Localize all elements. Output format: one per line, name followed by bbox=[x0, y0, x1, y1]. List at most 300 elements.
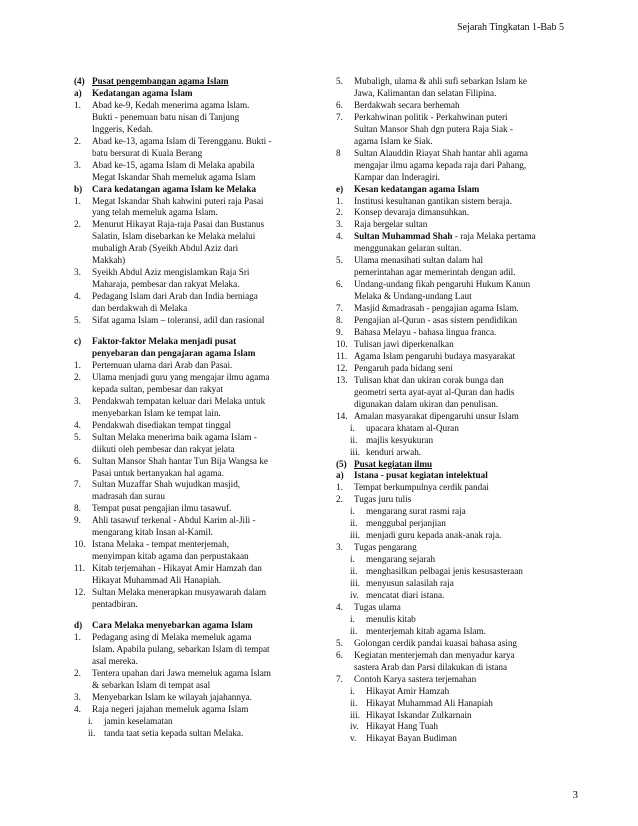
line-text: menggunakan gelaran sultan. bbox=[354, 243, 462, 254]
line-text: madrasah dan surau bbox=[92, 491, 165, 502]
list-item bbox=[74, 444, 306, 456]
line-text: Hikayat Iskandar Zulkarnain bbox=[366, 709, 472, 720]
list-marker: (4) bbox=[74, 76, 85, 86]
line-text: Inggeris, Kedah. bbox=[92, 123, 153, 134]
list-item bbox=[336, 100, 565, 112]
list-item bbox=[74, 503, 306, 515]
line-text: geometri serta ayat-ayat al-Quran dan hadis bbox=[354, 386, 515, 397]
line-text: Tulisan khat dan ukiran corak bunga dan bbox=[354, 374, 504, 385]
line-text: Pedagang Islam dari Arab dan India berniaga bbox=[92, 291, 258, 302]
list-marker: 1. bbox=[74, 195, 81, 206]
line-text: Pengajian al-Quran - asas sistem pendidikan bbox=[354, 315, 518, 326]
list-marker: 1. bbox=[74, 631, 81, 642]
list-item bbox=[74, 148, 306, 160]
line-text: menterjemah kitab agama Islam. bbox=[366, 625, 486, 636]
list-marker: iv. bbox=[350, 721, 359, 732]
list-marker: i. bbox=[350, 685, 355, 696]
list-item bbox=[336, 231, 565, 243]
line-text: Kitab terjemahan - Hikayat Amir Hamzah dan bbox=[92, 563, 262, 574]
list-marker: a) bbox=[74, 87, 82, 98]
line-text: Masjid &madrasah - pengajian agama Islam. bbox=[354, 303, 519, 314]
list-marker: 1. bbox=[74, 359, 81, 370]
line-text: Pendakwah disediakan tempat tinggal bbox=[92, 419, 232, 430]
list-item bbox=[336, 172, 565, 184]
list-item bbox=[74, 100, 306, 112]
list-item bbox=[336, 686, 565, 698]
line-text: Raja negeri jajahan memeluk agama Islam bbox=[92, 703, 249, 714]
section-heading bbox=[74, 88, 306, 100]
line-text: Hikayat Muhammad Ali Hanapiah bbox=[366, 697, 493, 708]
list-marker: 10. bbox=[74, 539, 86, 550]
list-marker: 2. bbox=[74, 219, 81, 230]
line-text: menjadi guru kepada anak-anak raja. bbox=[366, 530, 502, 541]
line-text: Ulama menjadi guru yang mengajar ilmu agama bbox=[92, 371, 270, 382]
list-marker: 8. bbox=[74, 503, 81, 514]
list-marker: 1. bbox=[74, 99, 81, 110]
list-marker: 4. bbox=[336, 601, 343, 612]
list-item bbox=[74, 396, 306, 408]
list-item bbox=[74, 575, 306, 587]
line-text: Hikayat Hang Tuah bbox=[366, 721, 438, 732]
line-text: Mubaligh, ulama & ahli sufi sebarkan Islam ke bbox=[354, 76, 527, 86]
line-text: kenduri arwah. bbox=[366, 446, 422, 457]
list-marker: v. bbox=[350, 733, 357, 744]
line-text: Hikayat Muhammad Ali Hanapiah. bbox=[92, 575, 222, 586]
line-text: mengajar ilmu agama kepada raja dari Pahang, bbox=[354, 159, 527, 170]
list-marker: i. bbox=[350, 422, 355, 433]
list-item bbox=[336, 291, 565, 303]
line-text: penyebaran dan pengajaran agama Islam bbox=[92, 347, 256, 358]
list-marker: i. bbox=[88, 715, 93, 726]
list-marker: 4. bbox=[74, 419, 81, 430]
line-text: majlis kesyukuran bbox=[366, 434, 434, 445]
list-item bbox=[336, 112, 565, 124]
list-item bbox=[336, 88, 565, 100]
list-item bbox=[336, 315, 565, 327]
line-text: Pedagang asing di Melaka memeluk agama bbox=[92, 631, 252, 642]
line-text: Sultan Muzaffar Shah wujudkan masjid, bbox=[92, 479, 241, 490]
list-marker: 3. bbox=[74, 395, 81, 406]
line-text: Pengaruh pada bidang seni bbox=[354, 362, 453, 373]
line-text: Sultan Muhammad Shah - raja Melaka pertama bbox=[354, 231, 536, 242]
line-text: Pendakwah tempatan keluar dari Melaka untuk bbox=[92, 395, 266, 406]
list-marker: 5. bbox=[74, 315, 81, 326]
line-text: Megat Iskandar Shah kahwini puteri raja Pasai bbox=[92, 195, 264, 206]
section-heading bbox=[336, 184, 565, 196]
list-item bbox=[74, 527, 306, 539]
list-marker: 5. bbox=[336, 637, 343, 648]
list-item bbox=[336, 494, 565, 506]
line-text: Golongan cerdik pandai kuasai bahasa asing bbox=[354, 637, 518, 648]
list-item bbox=[336, 207, 565, 219]
section-heading bbox=[336, 470, 565, 482]
list-marker: 2. bbox=[336, 494, 343, 505]
list-item bbox=[74, 219, 306, 231]
list-item bbox=[336, 327, 565, 339]
list-marker: (5) bbox=[336, 458, 347, 469]
line-text: Abad ke-9, Kedah menerima agama Islam. bbox=[92, 99, 250, 110]
line-text: Makkah) bbox=[92, 255, 126, 266]
line-text: Sultan Mansor Shah dgn putera Raja Siak - bbox=[354, 123, 513, 134]
line-text: Faktor-faktor Melaka menjadi pusat bbox=[92, 336, 237, 347]
list-item bbox=[336, 650, 565, 662]
list-marker: 7. bbox=[336, 111, 343, 122]
list-item bbox=[74, 539, 306, 551]
list-marker: iii. bbox=[350, 530, 360, 541]
list-marker: 12. bbox=[336, 362, 348, 373]
list-marker: ii. bbox=[350, 625, 358, 636]
list-item bbox=[74, 360, 306, 372]
line-text: Menurut Hikayat Raja-raja Pasai dan Bustanus bbox=[92, 219, 265, 230]
list-item bbox=[336, 530, 565, 542]
list-item bbox=[74, 491, 306, 503]
line-text: Maharaja, pembesar dan rakyat Melaka. bbox=[92, 279, 240, 290]
list-item bbox=[74, 267, 306, 279]
line-text: Bukti - penemuan batu nisan di Tanjung bbox=[92, 111, 240, 122]
list-item bbox=[336, 399, 565, 411]
list-item bbox=[336, 638, 565, 650]
list-item bbox=[74, 728, 306, 740]
line-text: Cara Melaka menyebarkan agama Islam bbox=[92, 619, 253, 630]
line-text: Tulisan jawi diperkenalkan bbox=[354, 338, 454, 349]
line-text: Istana Melaka - tempat menterjemah, bbox=[92, 539, 229, 550]
list-item bbox=[336, 733, 565, 745]
list-item bbox=[336, 136, 565, 148]
section-heading bbox=[74, 620, 306, 632]
list-marker: 3. bbox=[74, 267, 81, 278]
line-text: Konsep devaraja dimansuhkan. bbox=[354, 207, 470, 218]
line-text: Amalan masyarakat dipengaruhi unsur Islam bbox=[354, 410, 519, 421]
section-heading bbox=[74, 336, 306, 348]
section-heading bbox=[336, 459, 565, 471]
list-marker: iii. bbox=[350, 578, 360, 589]
list-marker: c) bbox=[74, 336, 82, 347]
list-marker: e) bbox=[336, 183, 344, 194]
list-marker: 7. bbox=[74, 479, 81, 490]
list-item bbox=[336, 196, 565, 208]
list-item bbox=[336, 698, 565, 710]
list-item bbox=[336, 447, 565, 459]
line-text: kepada sultan, pembesar dan rakyat bbox=[92, 383, 223, 394]
line-text: menggubal perjanjian bbox=[366, 518, 446, 529]
list-marker: 6. bbox=[336, 279, 343, 290]
list-item bbox=[336, 566, 565, 578]
list-marker: iv. bbox=[350, 589, 359, 600]
list-item bbox=[74, 656, 306, 668]
list-item bbox=[336, 363, 565, 375]
line-text: mubaligh Arab (Syeikh Abdul Aziz dari bbox=[92, 243, 239, 254]
list-marker: 12. bbox=[74, 587, 86, 598]
list-marker: a) bbox=[336, 470, 344, 481]
line-text: Istana - pusat kegiatan intelektual bbox=[354, 470, 488, 481]
line-text: mengarang sejarah bbox=[366, 554, 436, 565]
list-item bbox=[74, 291, 306, 303]
list-marker: i. bbox=[350, 613, 355, 624]
list-item bbox=[74, 279, 306, 291]
list-marker: 11. bbox=[336, 350, 348, 361]
list-item bbox=[74, 196, 306, 208]
list-item bbox=[336, 542, 565, 554]
line-text: Pusat kegiatan ilmu bbox=[354, 458, 433, 469]
list-item bbox=[74, 599, 306, 611]
list-item bbox=[74, 716, 306, 728]
list-marker: ii. bbox=[350, 518, 358, 529]
list-item bbox=[74, 692, 306, 704]
list-marker: 3. bbox=[336, 542, 343, 553]
list-item bbox=[74, 315, 306, 327]
line-text: menyimpan kitab agama dan perpustakaan bbox=[92, 551, 249, 562]
line-text: Kedatangan agama Islam bbox=[92, 87, 193, 98]
list-marker: 7. bbox=[336, 303, 343, 314]
list-item bbox=[74, 704, 306, 716]
list-marker: 2. bbox=[74, 371, 81, 382]
list-item bbox=[74, 372, 306, 384]
line-text: Berdakwah secara berhemah bbox=[354, 99, 460, 110]
list-item bbox=[74, 479, 306, 491]
list-item bbox=[74, 587, 306, 599]
line-text: Hikayat Amir Hamzah bbox=[366, 685, 450, 696]
list-item bbox=[336, 710, 565, 722]
list-marker: 2. bbox=[74, 667, 81, 678]
list-marker: 10. bbox=[336, 338, 348, 349]
list-item bbox=[74, 136, 306, 148]
line-text: upacara khatam al-Quran bbox=[366, 422, 459, 433]
list-marker: 1. bbox=[336, 482, 343, 493]
line-text: mengarang kitab Insan al-Kamil. bbox=[92, 527, 213, 538]
line-text: menghasilkan pelbagai jenis kesusasteraan bbox=[366, 566, 523, 577]
list-item bbox=[74, 231, 306, 243]
line-text: Institusi kesultanan gantikan sistem beraja. bbox=[354, 195, 512, 206]
list-marker: 9. bbox=[74, 515, 81, 526]
list-item bbox=[336, 148, 565, 160]
line-text: yang telah memeluk agama Islam. bbox=[92, 207, 218, 218]
list-item bbox=[74, 680, 306, 692]
list-marker: b) bbox=[74, 183, 83, 194]
list-item bbox=[74, 644, 306, 656]
list-marker: 7. bbox=[336, 673, 343, 684]
line-text: pentadbiran. bbox=[92, 598, 138, 609]
list-marker: ii. bbox=[88, 727, 96, 738]
list-item bbox=[74, 255, 306, 267]
list-marker: 5. bbox=[336, 76, 343, 86]
line-text: Pasai untuk bertanyakan hal agama. bbox=[92, 467, 224, 478]
list-item bbox=[74, 172, 306, 184]
section-heading bbox=[74, 184, 306, 196]
line-text: dan berdakwah di Melaka bbox=[92, 303, 188, 314]
list-marker: 14. bbox=[336, 410, 348, 421]
list-marker: 4. bbox=[74, 703, 81, 714]
list-marker: 3. bbox=[74, 159, 81, 170]
list-item bbox=[74, 563, 306, 575]
line-text: Ahli tasawuf terkenal - Abdul Karim al-Jili - bbox=[92, 515, 256, 526]
list-marker: 13. bbox=[336, 374, 348, 385]
list-marker: 2. bbox=[74, 135, 81, 146]
right-column bbox=[336, 76, 565, 745]
line-text: menulis kitab bbox=[366, 613, 416, 624]
line-text: menyusun salasilah raja bbox=[366, 578, 454, 589]
list-item bbox=[74, 207, 306, 219]
line-text: Contoh Karya sastera terjemahan bbox=[354, 673, 477, 684]
list-item bbox=[336, 411, 565, 423]
list-marker: 8. bbox=[336, 315, 343, 326]
line-text: Agama Islam pengaruhi budaya masyarakat bbox=[354, 350, 516, 361]
line-text: Sultan Melaka menerima baik agama Islam - bbox=[92, 431, 257, 442]
line-text: & sebarkan Islam di tempat asal bbox=[92, 679, 211, 690]
list-item bbox=[336, 662, 565, 674]
list-marker: d) bbox=[74, 619, 83, 630]
line-text: pemerintahan agar memerintah dengan adil. bbox=[354, 267, 516, 278]
list-marker: 8 bbox=[336, 147, 341, 158]
list-marker: i. bbox=[350, 506, 355, 517]
list-marker: 1. bbox=[336, 195, 343, 206]
list-item bbox=[336, 267, 565, 279]
list-item bbox=[336, 626, 565, 638]
list-item bbox=[336, 219, 565, 231]
line-text: Menyebarkan Islam ke wilayah jajahannya. bbox=[92, 691, 252, 702]
list-item bbox=[74, 632, 306, 644]
line-text: Tentera upahan dari Jawa memeluk agama Islam bbox=[92, 667, 271, 678]
list-marker: 6. bbox=[336, 99, 343, 110]
list-item bbox=[336, 160, 565, 172]
line-text: menyebarkan Islam ke tempat lain. bbox=[92, 407, 221, 418]
list-item bbox=[336, 518, 565, 530]
line-text: Islam. Apabila pulang, sebarkan Islam di tempat bbox=[92, 643, 270, 654]
list-item bbox=[336, 506, 565, 518]
list-item bbox=[74, 124, 306, 136]
line-text: Sultan Alauddin Riayat Shah hantar ahli agama bbox=[354, 147, 529, 158]
list-item bbox=[74, 432, 306, 444]
line-text: Perkahwinan politik - Perkahwinan puteri bbox=[354, 111, 508, 122]
line-text: asal mereka. bbox=[92, 655, 138, 666]
line-text: diikuti oleh pembesar dan rakyat jelata bbox=[92, 443, 235, 454]
line-text: Hikayat Bayan Budiman bbox=[366, 733, 457, 744]
list-item bbox=[74, 160, 306, 172]
line-text: Tempat pusat pengajian ilmu tasawuf. bbox=[92, 503, 232, 514]
list-marker: 4. bbox=[74, 291, 81, 302]
line-text: Kegiatan menterjemah dan menyadur karya bbox=[354, 649, 515, 660]
list-item bbox=[336, 578, 565, 590]
list-item bbox=[336, 124, 565, 136]
list-item bbox=[74, 112, 306, 124]
line-text: Jawa, Kalimantan dan selatan Filipina. bbox=[354, 87, 497, 98]
list-marker: 11. bbox=[74, 563, 86, 574]
list-item bbox=[336, 76, 565, 88]
list-item bbox=[336, 423, 565, 435]
line-text: Kampar dan Inderagiri. bbox=[354, 171, 440, 182]
list-item bbox=[336, 303, 565, 315]
list-marker: iii. bbox=[350, 709, 360, 720]
list-marker: 3. bbox=[336, 219, 343, 230]
list-marker: 5. bbox=[336, 255, 343, 266]
line-text: mencatat diari istana. bbox=[366, 589, 445, 600]
list-item bbox=[74, 551, 306, 563]
list-marker: ii. bbox=[350, 697, 358, 708]
line-text: Ulama menasihati sultan dalam hal bbox=[354, 255, 484, 266]
list-item bbox=[336, 482, 565, 494]
line-text: mengarang surat rasmi raja bbox=[366, 506, 466, 517]
line-text: Melaka & Undang-undang Laut bbox=[354, 291, 472, 302]
list-item bbox=[74, 243, 306, 255]
list-item bbox=[336, 674, 565, 686]
list-item bbox=[336, 351, 565, 363]
list-item bbox=[336, 602, 565, 614]
line-text: batu bersurat di Kuala Berang bbox=[92, 147, 203, 158]
list-item bbox=[74, 668, 306, 680]
line-text: Sultan Mansor Shah hantar Tun Bija Wangsa ke bbox=[92, 455, 268, 466]
left-column bbox=[74, 76, 306, 739]
list-marker: ii. bbox=[350, 566, 358, 577]
list-item bbox=[336, 387, 565, 399]
list-item bbox=[336, 435, 565, 447]
list-item bbox=[336, 590, 565, 602]
line-text: Megat Iskandar Shah memeluk agama Islam bbox=[92, 171, 256, 182]
list-marker: 2. bbox=[336, 207, 343, 218]
list-item bbox=[336, 554, 565, 566]
list-item bbox=[74, 468, 306, 480]
line-text: Cara kedatangan agama Islam ke Melaka bbox=[92, 183, 257, 194]
list-marker: 6. bbox=[336, 649, 343, 660]
line-text: Kesan kedatangan agama Islam bbox=[354, 183, 480, 194]
list-item bbox=[336, 614, 565, 626]
list-marker: 4. bbox=[336, 231, 343, 242]
line-text: Sifat agama Islam – toleransi, adil dan rasional bbox=[92, 315, 265, 326]
line-text: Abad ke-15, agama Islam di Melaka apabila bbox=[92, 159, 255, 170]
line-text: Salatin, Islam disebarkan ke Melaka melalui bbox=[92, 231, 256, 242]
section-heading bbox=[74, 348, 306, 360]
line-text: Tugas pengarang bbox=[354, 542, 417, 553]
line-text: jamin keselamatan bbox=[104, 715, 173, 726]
line-text: Tempat berkumpulnya cerdik pandai bbox=[354, 482, 489, 493]
list-item bbox=[336, 339, 565, 351]
list-item bbox=[336, 375, 565, 387]
list-item bbox=[336, 255, 565, 267]
list-item bbox=[74, 456, 306, 468]
list-marker: 3. bbox=[74, 691, 81, 702]
list-item bbox=[74, 515, 306, 527]
list-item bbox=[74, 384, 306, 396]
line-text: Pertemuan ulama dari Arab dan Pasai. bbox=[92, 359, 233, 370]
list-item bbox=[74, 420, 306, 432]
list-item bbox=[336, 279, 565, 291]
list-item bbox=[336, 721, 565, 733]
line-text: sastera Arab dan Parsi dilakukan di istana bbox=[354, 661, 508, 672]
line-text: Tugas juru tulis bbox=[354, 494, 412, 505]
list-marker: 9. bbox=[336, 327, 343, 338]
list-item bbox=[74, 408, 306, 420]
list-marker: ii. bbox=[350, 434, 358, 445]
line-text: Tugas ulama bbox=[354, 601, 401, 612]
line-text: agama Islam ke Siak. bbox=[354, 135, 433, 146]
page-header: Sejarah Tingkatan 1-Bab 5 bbox=[457, 22, 564, 33]
list-marker: 6. bbox=[74, 455, 81, 466]
list-item bbox=[74, 303, 306, 315]
line-text: Undang-undang fikah pengaruhi Hukum Kanun bbox=[354, 279, 531, 290]
list-marker: iii. bbox=[350, 446, 360, 457]
page-number: 3 bbox=[572, 789, 578, 801]
line-text: tanda taat setia kepada sultan Melaka. bbox=[104, 727, 244, 738]
section-heading bbox=[74, 76, 306, 88]
line-text: Pusat pengembangan agama Islam bbox=[92, 76, 229, 86]
line-text: digunakan dalam ukiran dan penulisan. bbox=[354, 398, 499, 409]
list-item bbox=[336, 243, 565, 255]
list-marker: i. bbox=[350, 554, 355, 565]
line-text: Bahasa Melayu - bahasa lingua franca. bbox=[354, 327, 497, 338]
line-text: Raja bergelar sultan bbox=[354, 219, 428, 230]
line-text: Syeikh Abdul Aziz mengislamkan Raja Sri bbox=[92, 267, 250, 278]
list-marker: 5. bbox=[74, 431, 81, 442]
line-text: Sultan Melaka menerapkan musyawarah dalam bbox=[92, 587, 266, 598]
line-text: Abad ke-13, agama Islam di Terengganu. Bukti - bbox=[92, 135, 272, 146]
